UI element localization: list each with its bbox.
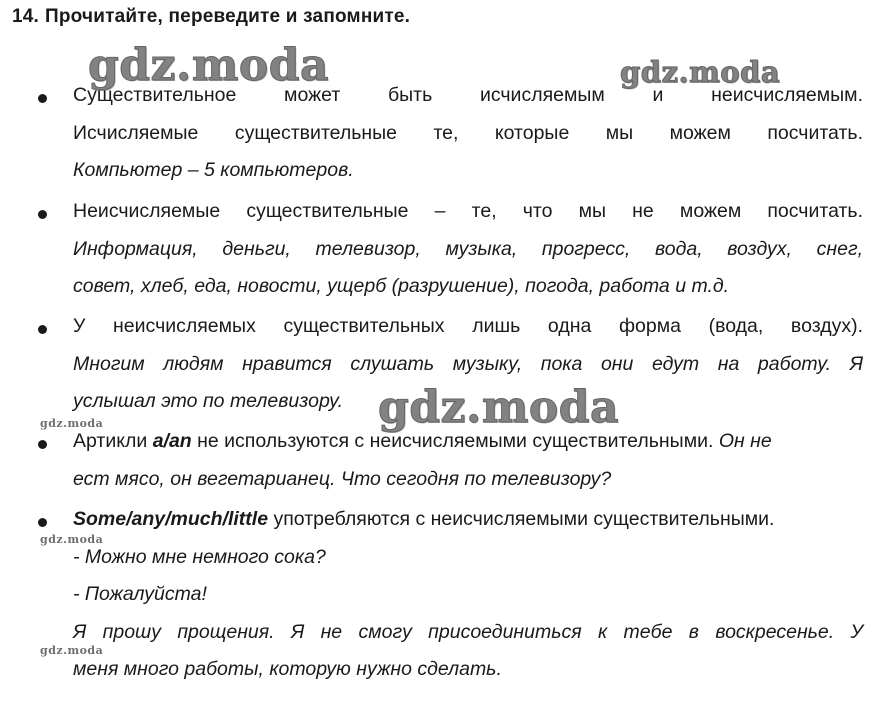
bullet-point — [38, 210, 47, 219]
exercise-instruction: Прочитайте, переведите и запомните. — [45, 6, 411, 27]
exercise-title — [12, 6, 410, 28]
text-line: У неисчисляемых существительных лишь одна форма (вода, воздух). — [73, 315, 863, 337]
text-line: Неисчисляемые существительные – те, что мы не можем посчитать. — [73, 200, 863, 222]
dialog-line: - Пожалуйста! — [73, 583, 207, 605]
example-fragment: Он не — [718, 430, 772, 452]
watermark-small: gdz.moda — [40, 644, 104, 657]
text-line — [73, 501, 863, 539]
example-line: услышал это по телевизору. — [73, 390, 344, 412]
watermark-logo: gdz.moda — [378, 382, 620, 433]
bullet-point — [38, 518, 47, 527]
watermark-small: gdz.moda — [40, 533, 104, 546]
example-line: Информация, деньги, телевизор, музыка, прогресс, вода, воздух, снег, — [73, 237, 863, 260]
rule-articles — [73, 423, 863, 498]
rule-countable — [73, 77, 863, 190]
watermark-logo: gdz.moda — [620, 55, 781, 89]
example-line: Я прошу прощения. Я не смогу присоединиться к тебе в воскресенье. У — [73, 620, 863, 643]
example-line: Компьютер – 5 компьютеров. — [73, 159, 354, 181]
text-fragment: не используются с неисчисляемыми существительными. — [191, 430, 719, 452]
example-line: ест мясо, он вегетарианец. Что сегодня по телевизору? — [73, 467, 612, 490]
example-line: совет, хлеб, еда, новости, ущерб (разрушение), погода, работа и т.д. — [73, 275, 730, 297]
example-line: Многим людям нравится слушать музыку, пока они едут на работу. Я — [73, 352, 863, 375]
bullet-point — [38, 94, 47, 103]
bullet-point — [38, 325, 47, 334]
text-line: Исчисляемые существительные те, которые мы можем посчитать. — [73, 121, 863, 144]
rule-uncountable — [73, 193, 863, 306]
text-fragment: Артикли — [73, 430, 153, 452]
rule-single-form — [73, 308, 863, 421]
keyword: a/an — [152, 430, 192, 452]
text-line — [73, 423, 863, 461]
text-fragment: употребляются с неисчисляемыми существительными. — [268, 508, 775, 530]
watermark-small: gdz.moda — [40, 417, 104, 430]
example-line: меня много работы, которую нужно сделать. — [73, 658, 502, 680]
bullet-point — [38, 440, 47, 449]
dialog-line: - Можно мне немного сока? — [73, 545, 326, 568]
keyword: Some/any/much/little — [73, 508, 269, 530]
exercise-number: 14. — [12, 6, 40, 27]
rule-quantifiers — [73, 501, 863, 689]
watermark-logo: gdz.moda — [88, 40, 330, 91]
text-line: Существительное может быть исчисляемым и неисчисляемым. — [73, 84, 863, 106]
